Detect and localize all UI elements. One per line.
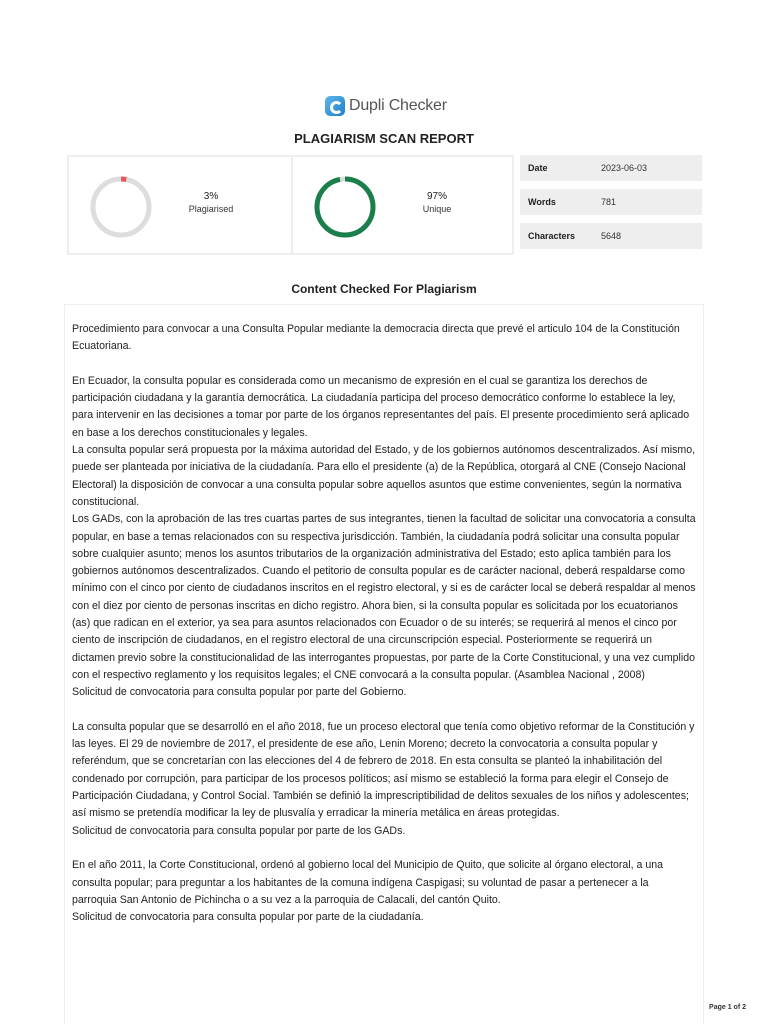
meta-key: Characters <box>528 231 576 241</box>
stats-divider <box>291 157 293 253</box>
meta-value: 2023-06-03 <box>601 163 648 173</box>
checked-content-box <box>64 304 704 1024</box>
duplichecker-logo-icon <box>325 96 345 116</box>
meta-row-date <box>520 155 702 181</box>
meta-key: Date <box>528 163 548 173</box>
plagiarised-percent: 3% <box>203 191 219 202</box>
unique-ring-fill <box>317 179 373 235</box>
content-paragraph: En el año 2011, la Corte Constitucional, ordenó al gobierno local del Municipio de Quito, que solicite al órgano electoral, a una consulta popular; para preguntar a los habitantes de la comuna indígena Caspigasi; su voluntad de pasar a pertenecer a la parroquia San Antonio de Pichincha o a su vez a la parroquia de Calacali, del cantón Quito. Solicitud de convocatoria para consulta popular por parte de la ciudadanía. <box>72 859 664 924</box>
content-paragraph: Procedimiento para convocar a una Consulta Popular mediante la democracia directa que prevé el articulo 104 de la Constitución Ecuatoriana. <box>72 323 680 353</box>
meta-value: 781 <box>601 197 617 207</box>
report-meta-table <box>520 155 702 257</box>
plagiarised-label: Plagiarised <box>188 204 234 214</box>
page-number: Page 1 of 2 <box>709 1004 746 1011</box>
brand-logo <box>325 96 447 116</box>
brand-name: Dupli Checker <box>349 97 447 114</box>
meta-row-words <box>520 189 702 215</box>
content-paragraph: La consulta popular que se desarrolló en el año 2018, fue un proceso electoral que tenía como objetivo reformar de la Constitución y las leyes. El 29 de noviembre de 2017, el presidente de ese año, Lenin Moreno; decreto la convocatoria a consulta popular y referéndum, que se concretarían con las elecciones del 4 de febrero de 2018. En esta consulta se planteó la inhabilitación del condenado por corrupción, para participar de los procesos políticos; así mismo se estableció la forma para elegir el Consejo de Participación Ciudadana, y Control Social. También se definió la imprescriptibilidad de delitos sexuales de los niños y adolescentes; así mismo se pretendía modificar la ley de plusvalía y erradicar la minería metálica en áreas protegidas. Solicitud de convocatoria para consulta popular por parte de los GADs. <box>72 720 695 837</box>
content-paragraph: En Ecuador, la consulta popular es considerada como un mecanismo de expresión en el cual se garantiza los derechos de participación ciudadana y la garantía democrática. La ciudadanía participa del proceso democrático conforme lo establece la ley, para intervenir en las decisiones a tomar por parte de los órganos representantes del país. El presente procedimiento será aplicado en base a los derechos constitucionales y legales. La consulta popular será propuesta por la máxima autoridad del Estado, y de los gobiernos autónomos descentralizados. Así mismo, puede ser planteada por iniciativa de la ciudadanía. Para ello el presidente (a) de la República, otorgará al CNE (Consejo Nacional Electoral) la disposición de convocar a una consulta popular sobre aquellos asuntos que estime convenientes, según la normativa constitucional. Los GADs, con la aprobación de las tres cuartas partes de sus integrantes, tienen la facultad de solicitar una convocatoria a consulta popular, en base a temas relacionados con su respectiva jurisdicción. También, la ciudadanía podrá solicitar una consulta popular sobre cualquier asunto; menos los asuntos tributarios de la organización administrativa del Estado; esto aplica también para los gobiernos autónomos descentralizados. Cuando el petitorio de consulta popular es de carácter nacional, deberá respaldarse como mínimo con el cinco por ciento de ciudadanos inscritos en el registro electoral, y si es de carácter local se deberá respaldar al menos con el diez por ciento de personas inscritas en dicho registro. Ahora bien, si la consulta popular es solicitada por los ecuatorianos (as) que radican en el exterior, ya sea para asuntos relacionados con Ecuador o de su interés; se requerirá al menos el cinco por ciento de inscripción de ciudadanos, en el registro electoral de una circunscripción especial. Posteriormente se requerirá un dictamen previo sobre la constitucionalidad de las interrogantes propuestas, por parte de la Corte Constitucional, y una vez cumplido con el respectivo reglamento y los requisitos legales; el CNE convocará a la consulta popular. (Asamblea Nacional , 2008) Solicitud de convocatoria para consulta popular por parte del Gobierno. <box>72 374 696 699</box>
score-summary <box>67 155 514 255</box>
meta-key: Words <box>528 197 556 207</box>
plagiarised-ring-chart <box>89 175 153 239</box>
meta-value: 5648 <box>601 231 622 241</box>
report-title: PLAGIARISM SCAN REPORT <box>294 131 474 146</box>
content-section-title: Content Checked For Plagiarism <box>291 282 477 296</box>
unique-label: Unique <box>422 204 452 214</box>
plagiarised-stat <box>171 191 251 214</box>
unique-stat <box>397 191 477 214</box>
unique-percent: 97% <box>426 191 447 202</box>
meta-row-characters <box>520 223 702 249</box>
plagiarised-ring-track <box>93 179 149 235</box>
unique-ring-chart <box>313 175 377 239</box>
